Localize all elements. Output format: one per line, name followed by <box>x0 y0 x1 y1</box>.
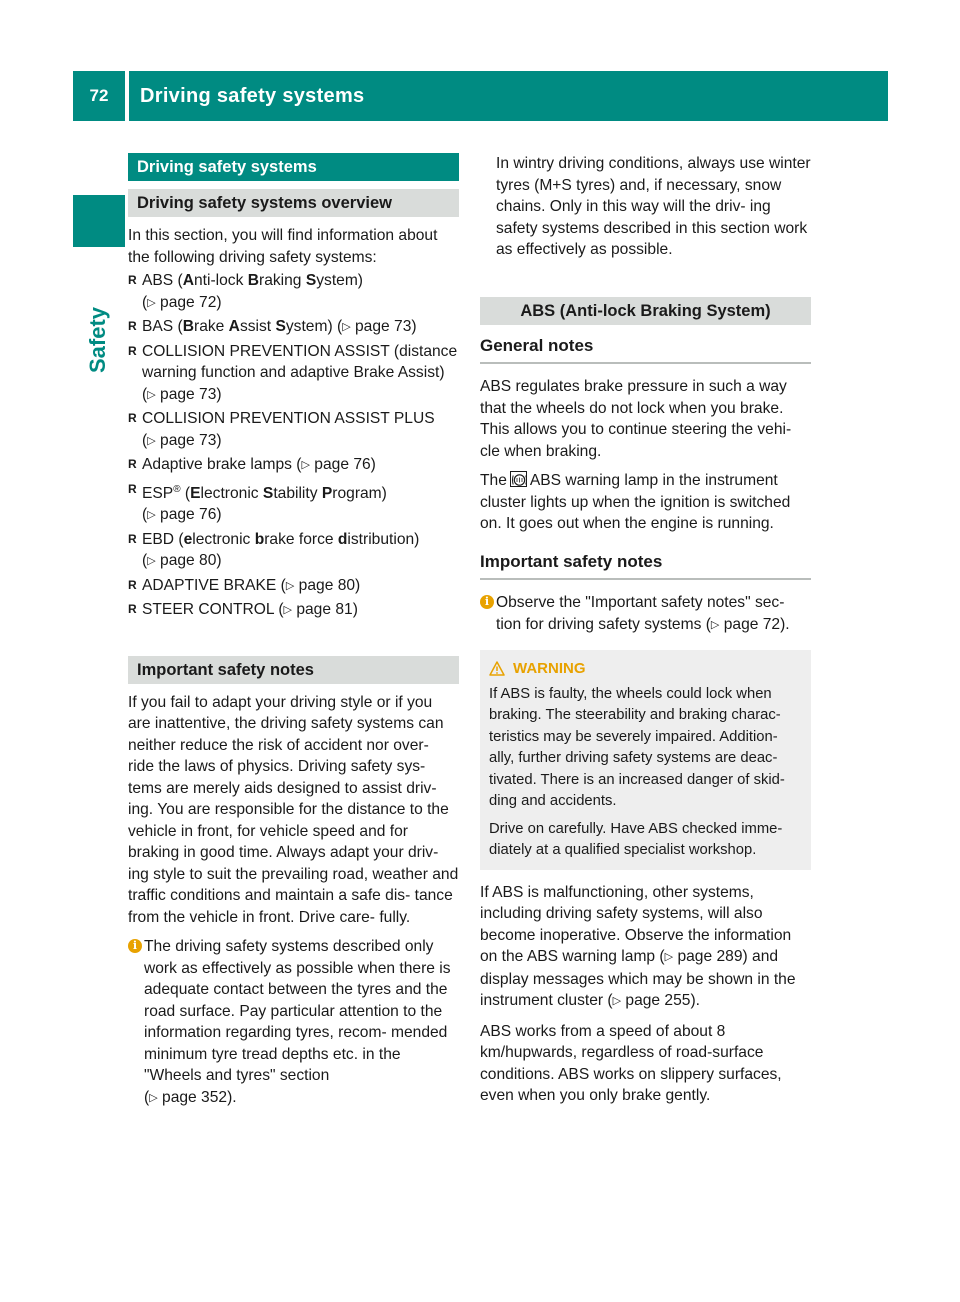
page-ref-icon: ▷ <box>342 321 351 333</box>
page-ref-icon: ▷ <box>147 296 156 309</box>
page-link[interactable]: page 289 <box>677 948 743 965</box>
warning-triangle-icon <box>489 661 505 676</box>
important-safety-title: Important safety notes <box>128 656 459 684</box>
info-note: i The driving safety systems described only work as effectively as possible when there is adequate contact between the tyres and the road surface. Pay particular attention to the information regarding tyres, recom- mended minimum tyre tread depths etc. in the "Wheels and tyres" section (▷ page 352). <box>128 936 459 1109</box>
bullet-icon: R <box>128 319 137 333</box>
page-ref-icon: ▷ <box>149 1091 158 1104</box>
important-safety-heading: Important safety notes <box>480 551 811 581</box>
right-column <box>480 153 811 1115</box>
page-ref-icon: ▷ <box>147 555 156 568</box>
abs-speed-text: ABS works from a speed of about 8 km/hupwards, regardless of road-surface conditions. ABS works on slippery surfaces, even when you only brake gently. <box>480 1022 782 1104</box>
general-notes-text: ABS regulates brake pressure in such a way that the wheels do not lock when you brake. This allows you to continue steering the vehi- cle when braking. <box>480 378 792 460</box>
list-item: R ESP® (Electronic Stability Program) (▷ page 76) <box>128 479 459 527</box>
warning-title: WARNING <box>513 660 586 677</box>
abs-lamp-text: The ABS warning lamp in the instrument cluster lights up when the ignition is switched on. It goes out when the engine is running. <box>480 472 791 532</box>
systems-list <box>128 270 459 622</box>
warning-text: If ABS is faulty, the wheels could lock when braking. The steerability and braking charac- teristics may be severely impaired. Addition- ally, further driving safety systems are deac- tivated. There is an increased danger of skid- ding and accidents. <box>489 685 785 809</box>
section-marker <box>73 195 125 247</box>
list-item: R COLLISION PREVENTION ASSIST PLUS (▷ page 73) <box>128 410 435 449</box>
warning-header <box>489 658 801 680</box>
bullet-icon: R <box>128 481 137 496</box>
warning-action: Drive on carefully. Have ABS checked imme- diately at a qualified specialist workshop. <box>489 820 783 858</box>
page-ref-icon: ▷ <box>147 509 156 522</box>
page-link[interactable]: page 76 <box>314 456 371 473</box>
left-column <box>128 153 459 1109</box>
list-item: R ADAPTIVE BRAKE (▷ page 80) <box>128 575 459 598</box>
page-link[interactable]: page 73 <box>160 431 217 449</box>
overview-intro: In this section, you will find information about the following driving safety systems: <box>128 227 438 266</box>
sidebar-label-text: Safety <box>85 306 110 374</box>
page-link[interactable]: page 72 <box>723 615 781 633</box>
page-link[interactable]: page 72 <box>160 293 217 311</box>
page-link[interactable]: page 80 <box>160 552 217 570</box>
page-ref-icon: ▷ <box>301 459 310 471</box>
page-link[interactable]: page 76 <box>160 506 217 524</box>
list-item: R BAS (Brake Assist System) (▷ page 73) <box>128 316 459 339</box>
warning-box <box>480 650 811 870</box>
section-title: Driving safety systems <box>128 153 459 181</box>
page-link[interactable]: page 352 <box>162 1088 228 1106</box>
sidebar-label <box>83 300 113 380</box>
bullet-icon: R <box>128 531 137 546</box>
page-link[interactable]: page 73 <box>160 385 217 403</box>
bullet-icon: R <box>128 411 137 425</box>
important-safety-text: If you fail to adapt your driving style or if you are inattentive, the driving safety systems can neither reduce the risk of accident nor over- ride the laws of physics. Driving safety sys- tems are merely aids designed to assist driv- ing. You are responsible for the distance to the vehicle in front, for vehicle speed and for braking in good time. Always adapt your driv- ing style to suit the prevailing road, weather and traffic conditions and maintain a safe dis- tance from the vehicle in front. Drive care- fully. <box>128 693 459 926</box>
page-link[interactable]: page 80 <box>298 576 356 594</box>
bullet-icon: R <box>128 273 137 287</box>
info-note: i Observe the "Important safety notes" sec- tion for driving safety systems (▷ page 72). <box>480 592 811 636</box>
malfunction-text: If ABS is malfunctioning, other systems, including driving safety systems, will also become inoperative. Observe the information on the ABS warning lamp (▷ page 289) and display messages which may be shown in the instrument cluster (▷ page 255). <box>480 883 796 1009</box>
info-icon: i <box>128 939 142 953</box>
page-ref-icon: ▷ <box>664 951 674 963</box>
page-link[interactable]: page 255 <box>625 992 691 1009</box>
page-ref-icon: ▷ <box>283 604 292 617</box>
list-item: R COLLISION PREVENTION ASSIST (distance warning function and adaptive Brake Assist) (▷ page 73) <box>128 342 458 403</box>
page-link[interactable]: page 81 <box>296 601 353 619</box>
list-item: R ABS (Anti-lock Braking System) (▷ page 72) <box>128 272 363 311</box>
winter-note: In wintry driving conditions, always use winter tyres (M+S tyres) and, if necessary, snow chains. Only in this way will the driv- ing safety systems described in this section work as effectively as possible. <box>496 155 811 258</box>
page-number: 72 <box>89 86 109 105</box>
page-ref-icon: ▷ <box>285 579 295 592</box>
bullet-icon: R <box>128 457 137 471</box>
page-ref-icon: ▷ <box>710 618 720 631</box>
header-separator <box>125 71 129 121</box>
page-ref-icon: ▷ <box>612 995 622 1007</box>
list-item: R STEER CONTROL (▷ page 81) <box>128 599 459 622</box>
list-item: R EBD (electronic brake force distribution) (▷ page 80) <box>128 530 420 570</box>
page-ref-icon: ▷ <box>147 434 156 447</box>
page-ref-icon: ▷ <box>147 388 156 401</box>
header-title: Driving safety systems <box>140 84 365 107</box>
info-icon: i <box>480 595 494 609</box>
bullet-icon: R <box>128 343 137 358</box>
general-notes-heading: General notes <box>480 335 811 365</box>
page-link[interactable]: page 73 <box>355 318 412 335</box>
bullet-icon: R <box>128 602 137 617</box>
abs-section-title: ABS (Anti-lock Braking System) <box>480 297 811 325</box>
overview-title: Driving safety systems overview <box>128 189 459 217</box>
abs-lamp-icon <box>510 471 527 487</box>
bullet-icon: R <box>128 577 137 592</box>
list-item: R Adaptive brake lamps (▷ page 76) <box>128 454 459 477</box>
